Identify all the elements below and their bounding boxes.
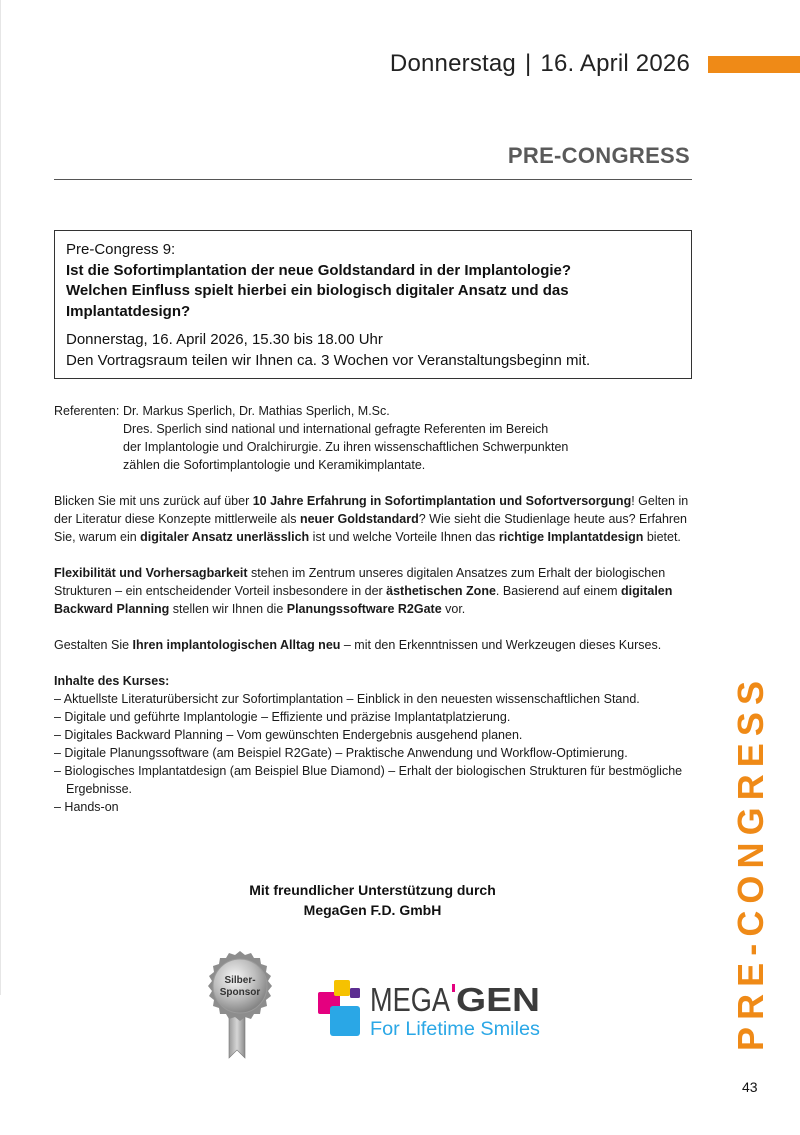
speakers-label: Referenten: — [54, 404, 120, 418]
paragraph-digital-approach: Flexibilität und Vorhersagbarkeit stehen im Zentrum unseres digitalen Ansatzes zum Erhalt der biologischen Strukturen – ein entscheidender Vorteil insbesondere in der ästhetischen Zone. Basierend auf einem digitalen Backward Planning stellen wir Ihnen die Planungssoftware R2Gate vor. — [54, 566, 673, 616]
course-datetime: Donnerstag, 16. April 2026, 15.30 bis 18.00 Uhr — [66, 331, 383, 348]
speakers-bio-line: zählen die Sofortimplantologie und Keramikimplantate. — [123, 458, 426, 472]
list-item: – Hands-on — [54, 800, 119, 814]
list-item: – Digitale Planungssoftware (am Beispiel R2Gate) – Praktische Anwendung und Workflow-Optimierung. — [54, 746, 628, 760]
course-title — [66, 261, 681, 323]
speakers-bio-line: der Implantologie und Oralchirurgie. Zu ihren wissenschaftlichen Schwerpunkten — [123, 440, 569, 454]
logo-tagline: For Lifetime Smiles — [370, 1019, 540, 1040]
speakers-names: Dr. Markus Sperlich, Dr. Mathias Sperlich, M.Sc. — [123, 404, 390, 418]
vertical-label-text: PRE-CONGRESS — [730, 681, 771, 1051]
header-separator: | — [524, 50, 532, 77]
header-date-value: 16. April 2026 — [540, 50, 690, 77]
seal-text-line: Silber- — [224, 975, 256, 986]
megagen-logo — [316, 978, 556, 1040]
contents-heading: Inhalte des Kurses: — [54, 674, 170, 688]
paragraph-daily-practice: Gestalten Sie Ihren implantologischen Alltag neu – mit den Erkenntnissen und Werkzeugen dieses Kurses. — [54, 638, 662, 652]
vertical-section-label — [728, 677, 772, 1055]
logo-mark-purple — [350, 988, 360, 998]
header-date — [390, 50, 690, 78]
list-item: – Aktuellste Literaturübersicht zur Sofortimplantation – Einblick in den neuesten wissenschaftlichen Stand. — [54, 692, 640, 706]
body-text — [54, 402, 694, 816]
support-line: Mit freundlicher Unterstützung durch — [249, 882, 496, 898]
silver-sponsor-seal — [204, 950, 276, 1062]
seal-text-line: Sponsor — [219, 987, 261, 998]
course-title-line: Welchen Einfluss spielt hierbei ein biologisch digitaler Ansatz und das — [66, 282, 569, 299]
header-rule — [54, 179, 692, 180]
course-info-box — [54, 230, 692, 379]
logo-brand-gen: GEN — [456, 981, 540, 1018]
section-title: PRE-CONGRESS — [507, 143, 690, 168]
list-item: – Biologisches Implantatdesign (am Beispiel Blue Diamond) – Erhalt der biologischen Strukturen für bestmögliche Ergebnisse. — [54, 764, 683, 796]
paragraph-experience: Blicken Sie mit uns zurück auf über 10 Jahre Erfahrung in Sofortimplantation und Sofortversorgung! Gelten in der Literatur diese Konzepte mittlerweile als neuer Goldstandard? Wie sieht die Studienlage heute aus? Erfahren Sie, warum ein digitaler Ansatz unerlässlich ist und welche Vorteile Ihnen das richtige Implantatdesign bietet. — [54, 494, 689, 544]
list-item: – Digitales Backward Planning – Vom gewünschten Endergebnis ausgehend planen. — [54, 728, 523, 742]
logo-apostrophe — [452, 984, 455, 992]
page-edge-shadow — [0, 0, 1, 995]
support-company: MegaGen F.D. GmbH — [303, 902, 442, 918]
header-weekday: Donnerstag — [389, 50, 516, 77]
course-contents — [54, 672, 694, 816]
course-title-line: Ist die Sofortimplantation der neue Goldstandard in der Implantologie? — [66, 261, 572, 279]
page-number: 43 — [742, 1079, 758, 1095]
orange-accent-bar — [708, 56, 800, 73]
speakers — [54, 402, 694, 474]
logo-mark-cyan — [330, 1006, 360, 1036]
sponsor-support — [0, 880, 745, 920]
logo-brand-mega: MEGA — [370, 981, 450, 1018]
course-label: Pre-Congress 9: — [66, 241, 176, 258]
list-item: – Digitale und geführte Implantologie – Effiziente und präzise Implantatplatzierung. — [54, 710, 511, 724]
logo-mark-yellow — [334, 980, 350, 996]
speakers-bio-line: Dres. Sperlich sind national und international gefragte Referenten im Bereich — [123, 422, 549, 436]
course-room-note: Den Vortragsraum teilen wir Ihnen ca. 3 Wochen vor Veranstaltungsbeginn mit. — [66, 351, 591, 369]
course-title-line: Implantatdesign? — [66, 302, 191, 320]
